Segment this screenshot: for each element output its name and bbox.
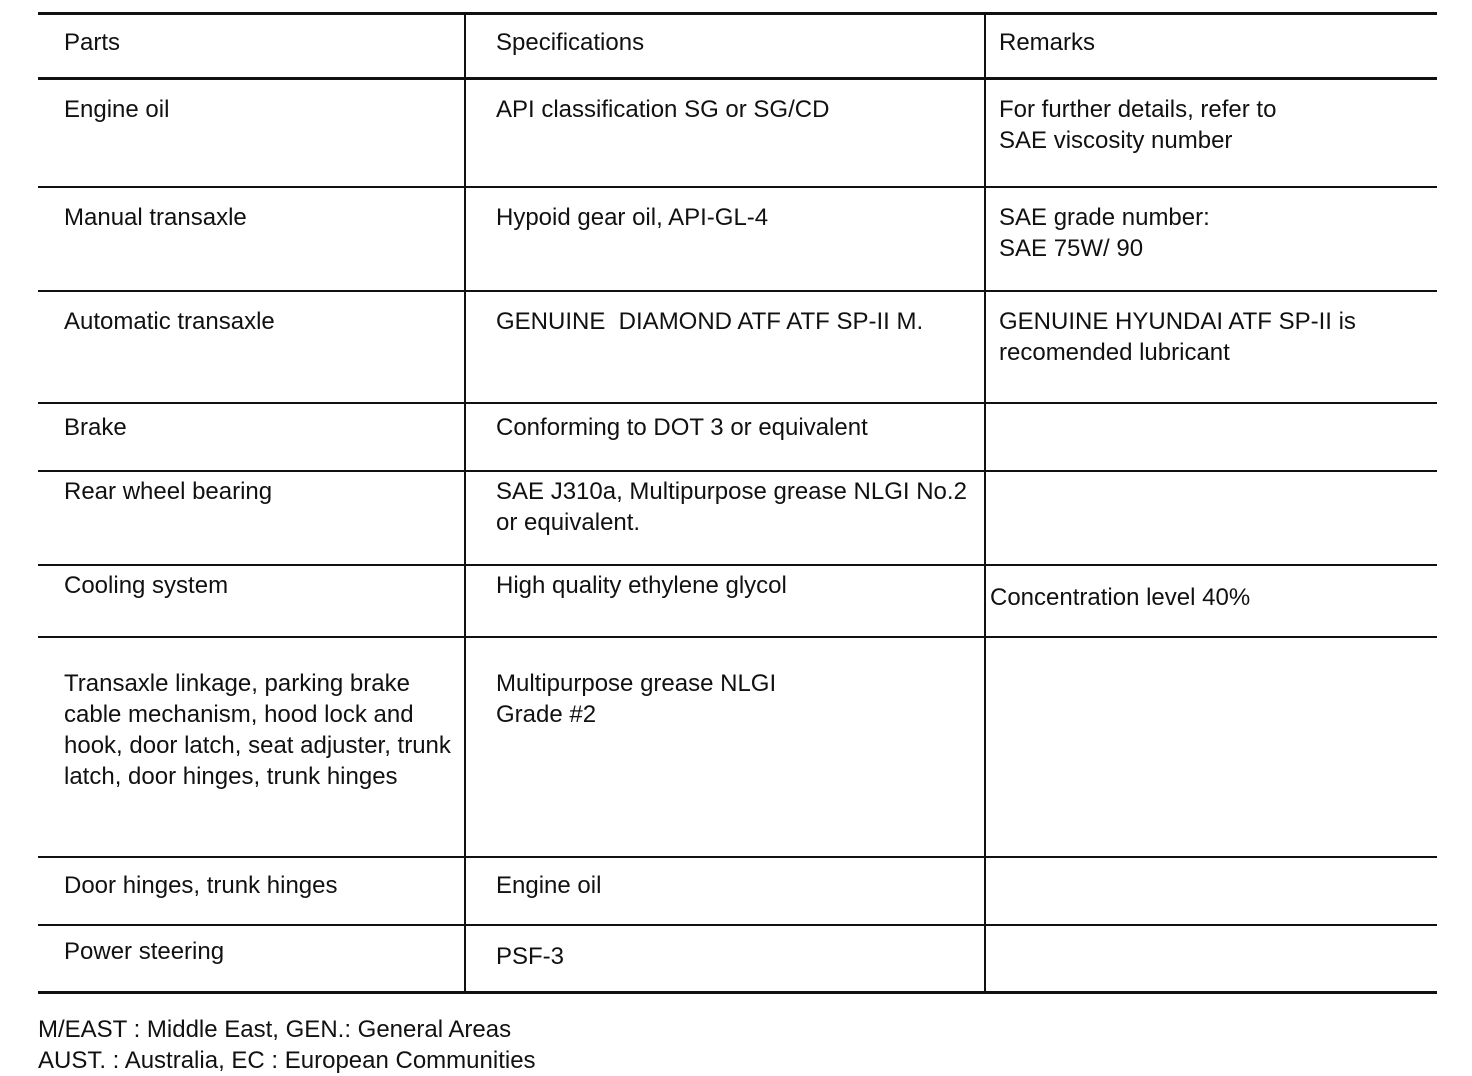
remark-cell: GENUINE HYUNDAI ATF SP-II is recomended lubricant <box>985 291 1437 403</box>
spec-cell: GENUINE DIAMOND ATF ATF SP-II M. <box>465 291 985 403</box>
spec-cell: High quality ethylene glycol <box>465 565 985 637</box>
remark-cell <box>985 471 1437 565</box>
footnote-line: M/EAST : Middle East, GEN.: General Areas <box>38 1016 512 1043</box>
table-row <box>38 187 1437 291</box>
spec-cell: PSF-3 <box>465 925 985 993</box>
remark-cell <box>985 637 1437 857</box>
spec-cell: Multipurpose grease NLGI Grade #2 <box>465 637 985 857</box>
footnote-line: AUST. : Australia, EC : European Communities <box>38 1047 536 1074</box>
table-header-row <box>38 14 1437 79</box>
table-row <box>38 471 1437 565</box>
spec-cell: API classification SG or SG/CD <box>465 79 985 188</box>
spec-cell: Conforming to DOT 3 or equivalent <box>465 403 985 471</box>
header-specifications: Specifications <box>465 14 985 79</box>
part-cell: Power steering <box>38 925 465 993</box>
part-cell: Engine oil <box>38 79 465 188</box>
table-row <box>38 403 1437 471</box>
part-cell: Transaxle linkage, parking brake cable mechanism, hood lock and hook, door latch, seat adjuster, trunk latch, door hinges, trunk hinges <box>38 637 465 857</box>
remark-cell <box>985 403 1437 471</box>
part-cell: Brake <box>38 403 465 471</box>
remark-cell: SAE grade number: SAE 75W/ 90 <box>985 187 1437 291</box>
lubricant-spec-sheet <box>38 12 1437 1076</box>
remark-cell <box>985 857 1437 925</box>
part-cell: Automatic transaxle <box>38 291 465 403</box>
remark-cell: Concentration level 40% <box>985 565 1437 637</box>
table-row <box>38 79 1437 188</box>
table-row <box>38 925 1437 993</box>
header-parts: Parts <box>38 14 465 79</box>
lubricant-spec-table <box>38 12 1437 994</box>
part-cell: Cooling system <box>38 565 465 637</box>
footnotes <box>38 1014 1437 1076</box>
table-row <box>38 637 1437 857</box>
part-cell: Manual transaxle <box>38 187 465 291</box>
remark-cell: For further details, refer to SAE viscosity number <box>985 79 1437 188</box>
header-remarks: Remarks <box>985 14 1437 79</box>
spec-cell: Hypoid gear oil, API-GL-4 <box>465 187 985 291</box>
part-cell: Door hinges, trunk hinges <box>38 857 465 925</box>
spec-cell: SAE J310a, Multipurpose grease NLGI No.2 or equivalent. <box>465 471 985 565</box>
table-row <box>38 565 1437 637</box>
spec-cell: Engine oil <box>465 857 985 925</box>
table-row <box>38 857 1437 925</box>
remark-cell <box>985 925 1437 993</box>
table-row <box>38 291 1437 403</box>
part-cell: Rear wheel bearing <box>38 471 465 565</box>
